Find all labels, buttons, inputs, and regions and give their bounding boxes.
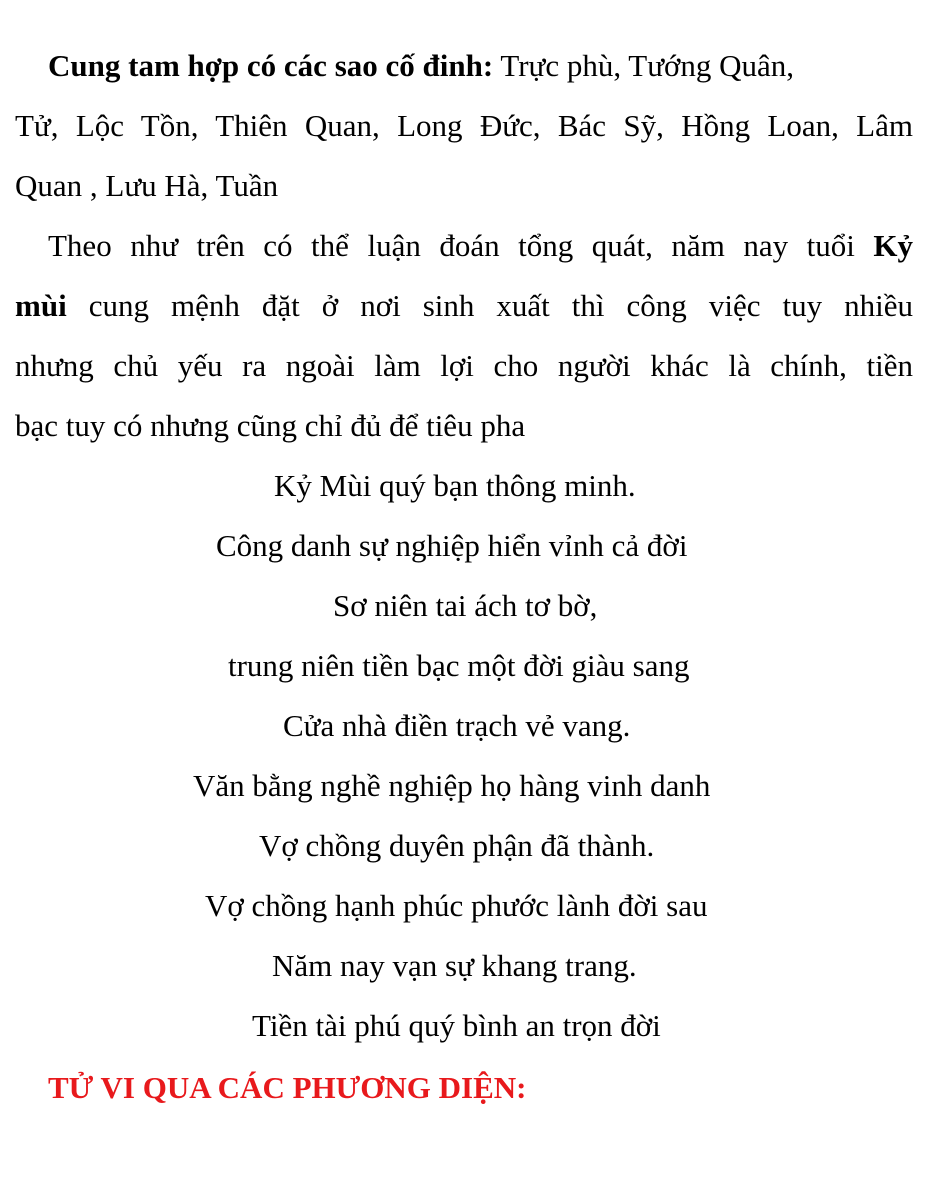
paragraph-line: bạc tuy có nhưng cũng chỉ đủ để tiêu pha (15, 408, 526, 443)
zodiac-name-bold: Kỷ (873, 228, 914, 263)
paragraph-fixed-stars (15, 36, 913, 216)
poem-line: Sơ niên tai ách tơ bờ, (333, 588, 598, 623)
fixed-stars-label: Cung tam hợp có các sao cố đinh: (48, 48, 494, 83)
section-heading: TỬ VI QUA CÁC PHƯƠNG DIỆN: (48, 1070, 527, 1105)
paragraph-general-forecast (15, 216, 913, 456)
poem-line: Vợ chồng hạnh phúc phước lành đời sau (205, 888, 708, 923)
poem-line: Vợ chồng duyên phận đã thành. (259, 828, 655, 863)
poem-line: Công danh sự nghiệp hiển vỉnh cả đời (216, 528, 688, 563)
zodiac-name-bold-cont: mùi (15, 288, 67, 323)
poem-line: Cửa nhà điền trạch vẻ vang. (283, 708, 631, 743)
forecast-text: cung mệnh đặt ở nơi sinh xuất thì công việc tuy nhiều (66, 288, 913, 323)
forecast-text: Theo như trên có thể luận đoán tổng quát, năm nay tuổi (48, 228, 855, 263)
paragraph-line (15, 216, 913, 276)
poem-line: Năm nay vạn sự khang trang. (272, 948, 637, 983)
poem-line: Tiền tài phú quý bình an trọn đời (252, 1008, 661, 1043)
paragraph-line (15, 36, 913, 96)
paragraph-line: nhưng chủ yếu ra ngoài làm lợi cho người khác là chính, tiền (15, 348, 913, 383)
poem-line: Văn bằng nghề nghiệp họ hàng vinh danh (193, 768, 711, 803)
poem-line: Kỷ Mùi quý bạn thông minh. (274, 468, 636, 503)
poem (0, 456, 927, 1056)
fixed-stars-list-start: Trực phù, Tướng Quân, (493, 48, 795, 83)
paragraph-line: Quan , Lưu Hà, Tuần (15, 168, 279, 203)
paragraph-line (15, 276, 913, 336)
paragraph-line: Tử, Lộc Tồn, Thiên Quan, Long Đức, Bác Sỹ, Hồng Loan, Lâm (15, 108, 913, 143)
poem-line: trung niên tiền bạc một đời giàu sang (228, 648, 690, 683)
